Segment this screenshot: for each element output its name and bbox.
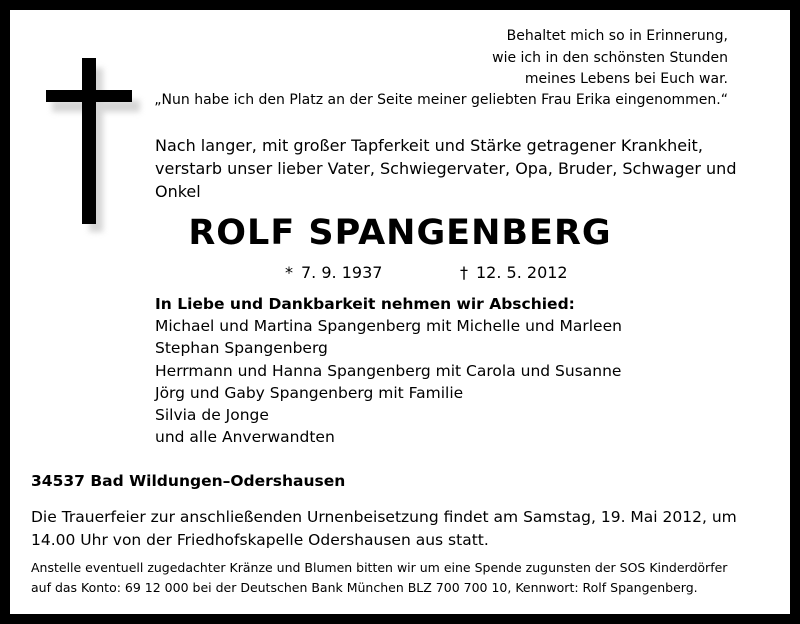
poem — [492, 26, 728, 91]
intro-line: Nach langer, mit großer Tapferkeit und Stärke getragener Krankheit, — [155, 136, 703, 155]
quote: „Nun habe ich den Platz an der Seite meiner geliebten Frau Erika eingenommen.“ — [154, 92, 728, 108]
obituary-notice — [10, 10, 790, 614]
mourners — [155, 293, 622, 448]
death-date-value: 12. 5. 2012 — [476, 263, 568, 282]
donation-line: Anstelle eventuell zugedachter Kränze und Blumen bitten wir um eine Spende zugunsten der SOS Kinderdörfer — [31, 560, 728, 575]
birth-date-value: 7. 9. 1937 — [301, 263, 383, 282]
mourner-line: Herrmann und Hanna Spangenberg mit Carola und Susanne — [155, 361, 622, 380]
mourner-line: Stephan Spangenberg — [155, 339, 328, 358]
birth-date — [285, 263, 382, 282]
death-symbol: † — [460, 263, 468, 282]
intro-line: verstarb unser lieber Vater, Schwiegervater, Opa, Bruder, Schwager und — [155, 159, 737, 178]
mourner-line: und alle Anverwandten — [155, 428, 335, 447]
mourners-heading: In Liebe und Dankbarkeit nehmen wir Abschied: — [155, 295, 575, 313]
deceased-name: ROLF SPANGENBERG — [188, 213, 612, 253]
mourner-line: Michael und Martina Spangenberg mit Michelle und Marleen — [155, 317, 622, 336]
poem-line: wie ich in den schönsten Stunden — [492, 49, 728, 66]
cross-icon — [42, 58, 142, 238]
donation-line: auf das Konto: 69 12 000 bei der Deutschen Bank München BLZ 700 700 10, Kennwort: Rolf Spangenberg. — [31, 580, 698, 595]
poem-line: Behaltet mich so in Erinnerung, — [506, 28, 728, 44]
donation-info — [31, 558, 727, 598]
mourner-line: Jörg und Gaby Spangenberg mit Familie — [155, 383, 464, 402]
service-line: 14.00 Uhr von der Friedhofskapelle Odershausen aus statt. — [31, 531, 489, 549]
service-info — [31, 506, 737, 552]
intro-line: Onkel — [155, 182, 201, 201]
poem-line: meines Lebens bei Euch war. — [524, 71, 728, 87]
place: 34537 Bad Wildungen–Odershausen — [31, 472, 346, 490]
service-line: Die Trauerfeier zur anschließenden Urnenbeisetzung findet am Samstag, 19. Mai 2012, um — [31, 508, 737, 526]
death-date — [460, 263, 568, 282]
intro-text — [155, 134, 736, 203]
birth-symbol: * — [285, 263, 293, 282]
mourner-line: Silvia de Jonge — [155, 406, 269, 425]
